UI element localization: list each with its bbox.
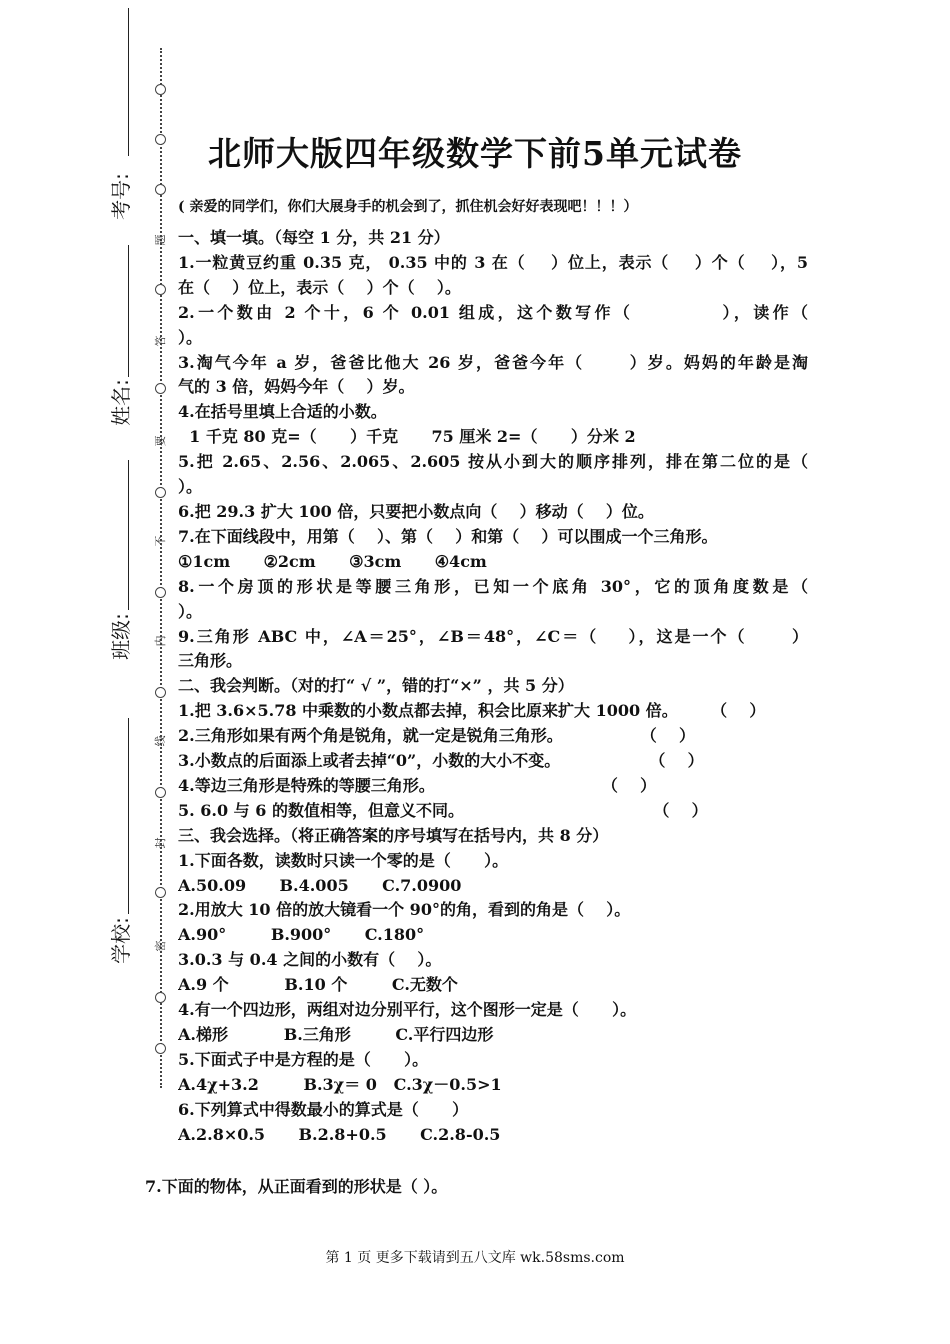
school-label: 学校:	[108, 917, 133, 964]
question-line: 9.三角形 ABC 中，∠A＝25°，∠B＝48°，∠C＝（ ），这是一个（ ）	[178, 626, 808, 646]
question-line: 1.一粒黄豆约重 0.35 克， 0.35 中的 3 在（ ）位上，表示（ ）个（ ），5	[178, 252, 808, 272]
question-line: 4.在括号里填上合适的小数。	[178, 402, 387, 422]
question-7-line: 7.下面的物体，从正面看到的形状是（ ）。	[145, 1177, 448, 1196]
seal-circle	[155, 184, 166, 195]
question-line: 8.一个房顶的形状是等腰三角形，已知一个底角 30°，它的顶角度数是（	[178, 576, 808, 596]
answer-options: A.90° B.900° C.180°	[178, 925, 425, 945]
seal-circle	[155, 284, 166, 295]
seal-circle	[155, 687, 166, 698]
question-line: 5. 6.0 与 6 的数值相等，但意义不同。 （ ）	[178, 800, 708, 820]
section-heading: 三、我会选择。（将正确答案的序号填写在括号内，共 8 分）	[178, 825, 609, 845]
class-label: 班级:	[108, 613, 133, 660]
seal-circle	[155, 383, 166, 394]
question-line: 在（ ）位上，表示（ ）个（ ）。	[178, 277, 461, 297]
seal-char: 封	[154, 837, 167, 849]
binding-line-2	[128, 245, 129, 377]
question-line: 1.把 3.6×5.78 中乘数的小数点都去掉，积会比原来扩大 1000 倍。 （ ）	[178, 701, 766, 721]
seal-dotted-line	[160, 48, 162, 1088]
answer-options: A.4χ+3.2 B.3χ＝ 0 C.3χ－0.5>1	[178, 1074, 502, 1094]
question-line: ）。	[178, 327, 203, 347]
question-line: 6.下列算式中得数最小的算式是（ ）	[178, 1099, 469, 1119]
question-line: 6.把 29.3 扩大 100 倍，只要把小数点向（ ）移动（ ）位。	[178, 501, 654, 521]
exam-subtitle: ( 亲爱的同学们，你们大展身手的机会到了，抓住机会好好表现吧！！！）	[178, 199, 638, 215]
question-line: 2.一个数由 2 个十，6 个 0.01 组成，这个数写作（ ），读作（	[178, 302, 808, 322]
binding-line-4	[128, 718, 129, 914]
seal-circle	[155, 487, 166, 498]
page-footer: 第 1 页 更多下载请到五八文库 wk.58sms.com	[325, 1250, 625, 1266]
seal-char: 密	[154, 940, 167, 952]
seal-char: 答	[154, 335, 167, 347]
question-line: 2.用放大 10 倍的放大镜看一个 90°的角，看到的角是（ ）。	[178, 900, 631, 920]
seal-circle	[155, 84, 166, 95]
seal-circle	[155, 1043, 166, 1054]
question-line: 1 千克 80 克=（ ）千克 75 厘米 2=（ ）分米 2	[178, 427, 636, 447]
student-name-label: 姓名:	[108, 379, 133, 426]
question-line: ）。	[178, 477, 203, 497]
question-line: 4.等边三角形是特殊的等腰三角形。 （ ）	[178, 775, 657, 795]
seal-char: 内	[154, 635, 167, 647]
answer-options: A.2.8×0.5 B.2.8+0.5 C.2.8-0.5	[178, 1124, 501, 1144]
answer-options: A.梯形 B.三角形 C.平行四边形	[178, 1025, 494, 1044]
section-heading: 一、填一填。（每空 1 分，共 21 分）	[178, 228, 450, 247]
question-line: 5.把 2.65、2.56、2.065、2.605 按从小到大的顺序排列，排在第二位的是（	[178, 452, 808, 472]
question-line: ）。	[178, 601, 203, 621]
question-line: 气的 3 倍，妈妈今年（ ）岁。	[178, 377, 415, 397]
question-line: 4.有一个四边形，两组对边分别平行，这个图形一定是（ ）。	[178, 1000, 637, 1020]
exam-title: 北师大版四年级数学下前5单元试卷	[208, 134, 742, 173]
question-line: 三角形。	[178, 651, 243, 671]
seal-char: 线	[154, 735, 167, 747]
exam-content	[178, 226, 808, 1148]
question-line: 3.小数点的后面添上或者去掉“0”，小数的大小不变。 （ ）	[178, 751, 704, 771]
binding-line-3	[128, 460, 129, 610]
seal-char: 题	[154, 234, 167, 246]
question-line: 2.三角形如果有两个角是锐角，就一定是锐角三角形。 （ ）	[178, 726, 695, 746]
question-line: 3.0.3 与 0.4 之间的小数有（ ）。	[178, 950, 442, 970]
question-line: 1.下面各数，读数时只读一个零的是（ ）。	[178, 850, 509, 870]
answer-options: A.50.09 B.4.005 C.7.0900	[178, 875, 462, 895]
seal-char: 不	[154, 535, 167, 547]
section-heading: 二、我会判断。（对的打“ √ ”，错的打“×” ，共 5 分）	[178, 676, 574, 696]
question-line: 5.下面式子中是方程的是（ ）。	[178, 1049, 429, 1069]
seal-circle	[155, 887, 166, 898]
answer-options: ①1cm ②2cm ③3cm ④4cm	[178, 551, 487, 571]
seal-circle	[155, 587, 166, 598]
seal-char: 要	[154, 435, 167, 447]
seal-circle	[155, 787, 166, 798]
question-line: 3.淘气今年 a 岁，爸爸比他大 26 岁，爸爸今年（ ）岁。妈妈的年龄是淘	[178, 352, 808, 372]
exam-number-label: 考号:	[108, 173, 133, 220]
seal-circle	[155, 992, 166, 1003]
question-line: 7.在下面线段中，用第（ ）、第（ ）和第（ ）可以围成一个三角形。	[178, 526, 718, 546]
answer-options: A.9 个 B.10 个 C.无数个	[178, 975, 458, 995]
